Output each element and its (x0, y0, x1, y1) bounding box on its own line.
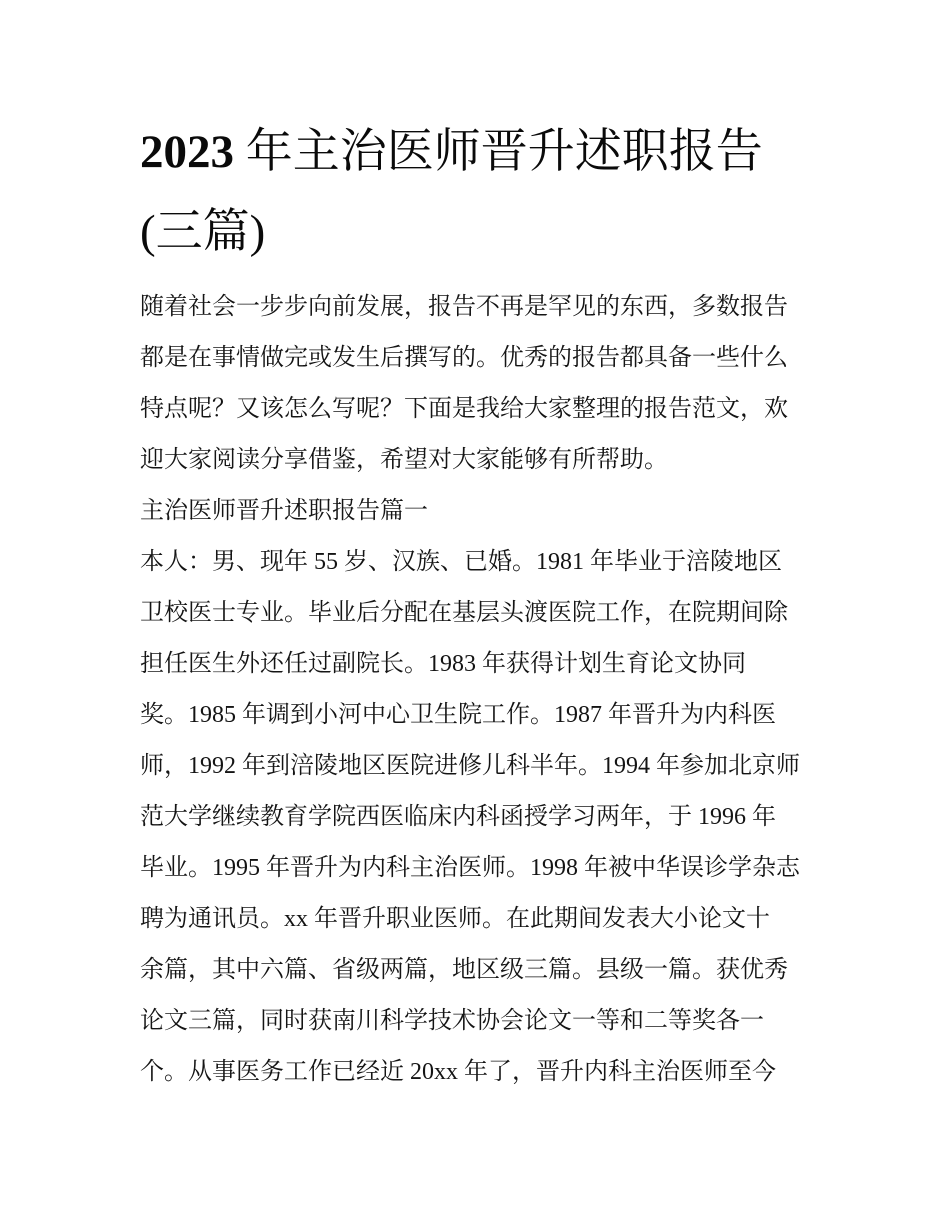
intro-line: 随着社会一步步向前发展，报告不再是罕见的东西，多数报告 (140, 294, 788, 320)
section-line: 奖。1985 年调到小河中心卫生院工作。1987 年晋升为内科医 (140, 702, 776, 728)
section-heading: 主治医师晋升述职报告篇一 (140, 498, 428, 524)
title-text: 年主治医师晋升述职报告 (234, 126, 763, 178)
document-body (140, 282, 820, 1098)
intro-line: 迎大家阅读分享借鉴，希望对大家能够有所帮助。 (140, 447, 668, 473)
section-line: 毕业。1995 年晋升为内科主治医师。1998 年被中华误诊学杂志 (140, 855, 800, 881)
section-line: 聘为通讯员。xx 年晋升职业医师。在此期间发表大小论文十 (140, 906, 770, 932)
title-year: 2023 (140, 126, 234, 178)
intro-line: 特点呢？又该怎么写呢？下面是我给大家整理的报告范文，欢 (140, 396, 788, 422)
section-line: 范大学继续教育学院西医临床内科函授学习两年，于 1996 年 (140, 804, 776, 830)
section-line: 本人：男、现年 55 岁、汉族、已婚。1981 年毕业于涪陵地区 (140, 549, 782, 575)
document-title (140, 112, 820, 272)
intro-line: 都是在事情做完或发生后撰写的。优秀的报告都具备一些什么 (140, 345, 788, 371)
section-line: 担任医生外还任过副院长。1983 年获得计划生育论文协同 (140, 651, 746, 677)
section-line: 余篇，其中六篇、省级两篇，地区级三篇。县级一篇。获优秀 (140, 957, 788, 983)
title-subtitle: (三篇) (140, 206, 266, 258)
section-line: 卫校医士专业。毕业后分配在基层头渡医院工作，在院期间除 (140, 600, 788, 626)
section-line: 论文三篇，同时获南川科学技术协会论文一等和二等奖各一 (140, 1008, 764, 1034)
section-line: 师，1992 年到涪陵地区医院进修儿科半年。1994 年参加北京师 (140, 753, 800, 779)
section-line: 个。从事医务工作已经近 20xx 年了，晋升内科主治医师至今 (140, 1059, 776, 1085)
document-page (140, 112, 820, 1098)
